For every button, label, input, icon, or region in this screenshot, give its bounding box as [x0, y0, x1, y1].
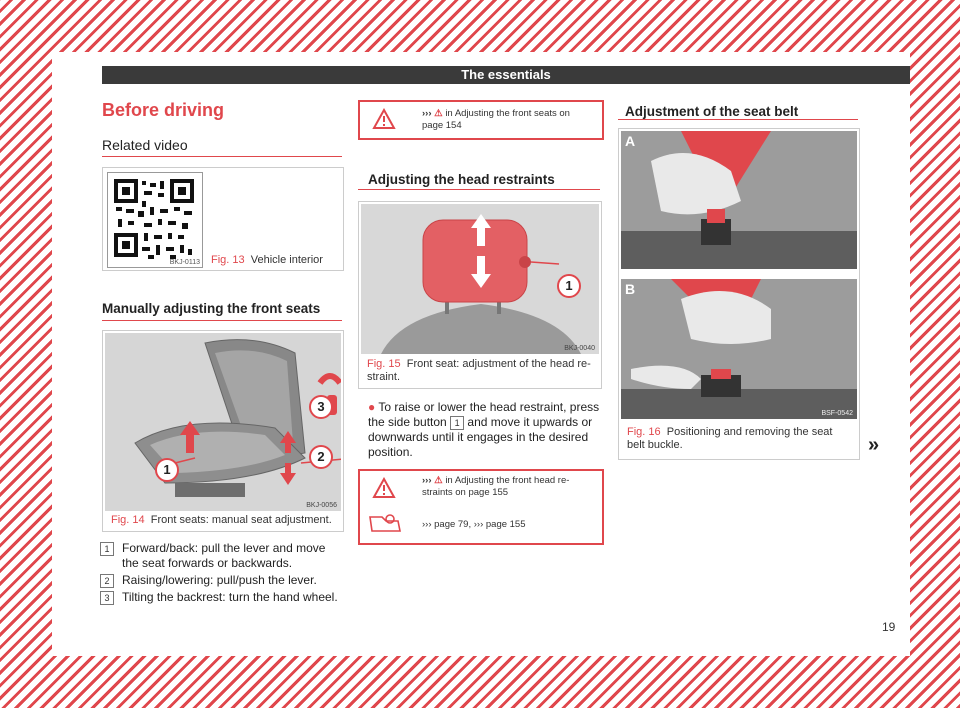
warning-reference[interactable] — [422, 108, 592, 132]
caption-text: Front seat: adjustment of the head re-straint. — [367, 358, 591, 383]
warning-link-text: in Adjusting the front head re-straints on page 155 — [422, 475, 570, 498]
button-reference: 1 — [450, 416, 464, 430]
figure-15 — [358, 201, 602, 389]
inline-warning-icon: ⚠ — [434, 108, 443, 119]
rule — [618, 119, 858, 120]
image-code: BKJ-0040 — [564, 345, 595, 352]
instruction-bullet — [368, 400, 600, 460]
item-number: 2 — [100, 574, 114, 588]
seat-belt-illustration-a — [621, 131, 857, 269]
item-text: Forward/back: pull the lever and move the seat forwards or backwards. — [122, 541, 326, 570]
figure-14 — [102, 330, 344, 532]
warning-link-text: in Adjusting the front seats on page 154 — [422, 108, 570, 131]
figure-number: Fig. 16 — [627, 426, 661, 438]
figure-number: Fig. 14 — [111, 514, 145, 526]
seat-illustration — [105, 333, 341, 511]
caption-text: Front seats: manual seat adjustment. — [150, 514, 332, 526]
seat-belt-illustration-b — [621, 279, 857, 419]
figure-16 — [618, 128, 860, 460]
list-item — [102, 590, 342, 605]
link-chevrons: ››› — [422, 108, 432, 119]
figure-13 — [102, 167, 344, 271]
inline-warning-icon: ⚠ — [434, 475, 443, 486]
figure-15-caption — [367, 358, 593, 384]
section-header: The essentials — [102, 66, 910, 84]
seat-belt-heading: Adjustment of the seat belt — [625, 104, 799, 119]
image-code: BKJ-0056 — [306, 502, 337, 509]
bullet-text: and move it upwards or downwards until it engages in the desired position. — [368, 415, 593, 459]
figure-14-caption — [111, 514, 332, 527]
rule — [358, 189, 600, 190]
page-reference[interactable]: ››› page 79, ››› page 155 — [422, 519, 526, 530]
book-reference-icon — [368, 513, 402, 535]
figure-16-caption — [627, 426, 851, 452]
caption-text: Positioning and removing the seat belt buckle. — [627, 426, 833, 451]
callout-3: 3 — [309, 395, 333, 419]
page — [52, 52, 910, 656]
figure-13-caption — [211, 254, 323, 267]
image-code: BSF-0542 — [821, 410, 853, 417]
page-number: 19 — [882, 620, 896, 634]
seat-belt-image-a — [621, 131, 857, 269]
panel-label-a: A — [625, 133, 636, 149]
bullet-icon: ● — [368, 400, 376, 414]
bullet-text: To raise or lower the head restraint, press the side button — [368, 400, 600, 429]
callout-2: 2 — [309, 445, 333, 469]
callout-1: 1 — [557, 274, 581, 298]
page-title: Before driving — [102, 100, 225, 120]
warning-triangle-icon — [372, 477, 396, 499]
qr-code[interactable] — [107, 172, 203, 268]
callout-1: 1 — [155, 458, 179, 482]
seat-belt-image-b — [621, 279, 857, 419]
warning-box-2 — [358, 469, 604, 545]
warning-box-1 — [358, 100, 604, 140]
caption-text: Vehicle interior — [250, 254, 323, 266]
head-restraints-heading: Adjusting the head restraints — [368, 172, 555, 187]
continue-marker: » — [868, 434, 880, 456]
warning-reference[interactable] — [422, 475, 592, 499]
seat-image — [105, 333, 341, 511]
figure-number: Fig. 13 — [211, 254, 245, 266]
qr-code-label: BKJ-0113 — [169, 259, 200, 266]
figure-number: Fig. 15 — [367, 358, 401, 370]
item-number: 3 — [100, 591, 114, 605]
panel-label-b: B — [625, 281, 636, 297]
manual-adjust-heading: Manually adjusting the front seats — [102, 301, 321, 316]
head-restraint-image — [361, 204, 599, 354]
item-number: 1 — [100, 542, 114, 556]
warning-triangle-icon — [372, 108, 396, 130]
qr-code-image — [108, 173, 202, 267]
link-chevrons: ››› — [422, 475, 432, 486]
item-text: Tilting the backrest: turn the hand wheel. — [122, 590, 338, 604]
rule — [102, 320, 342, 321]
related-video-heading: Related video — [102, 137, 188, 153]
list-item — [102, 541, 342, 571]
item-text: Raising/lowering: pull/push the lever. — [122, 573, 317, 587]
list-item — [102, 573, 342, 588]
rule — [102, 156, 342, 157]
instruction-list — [102, 541, 342, 605]
